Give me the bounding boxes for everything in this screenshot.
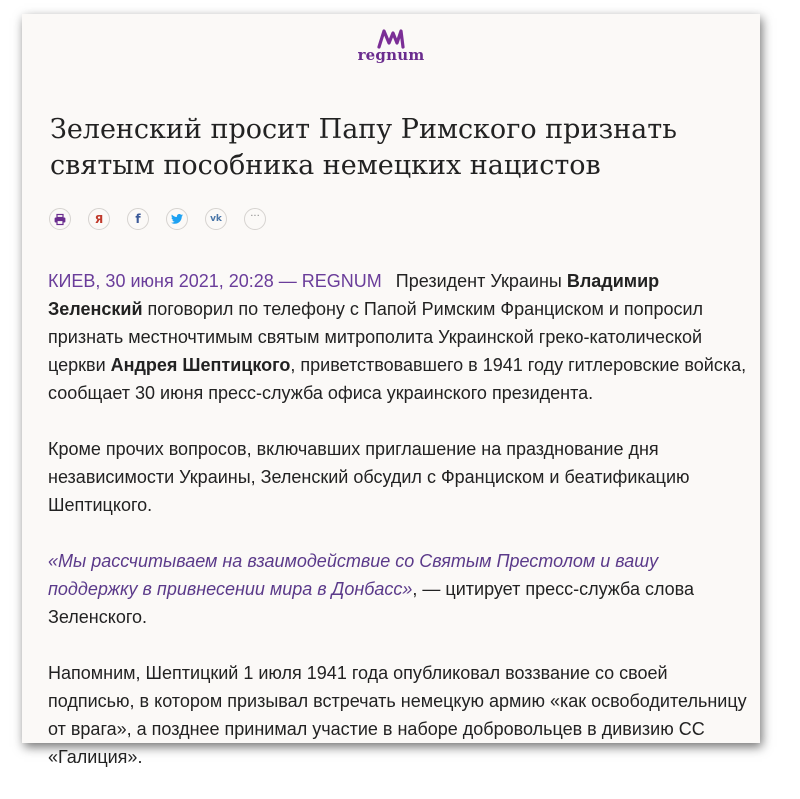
more-share-button[interactable] (244, 208, 266, 230)
logo-text: regnum (357, 46, 425, 64)
person-name-sheptytsky: Андрея Шептицкого (110, 355, 291, 375)
paragraph-2: Кроме прочих вопросов, включавших приглашение на празднование дня независимости Украины, Зеленский обсудил с Франциском и беатификацию Шептицкого. (48, 439, 690, 515)
facebook-icon: f (135, 212, 141, 226)
print-icon (54, 214, 66, 225)
twitter-icon (171, 214, 183, 224)
vk-icon: vk (210, 213, 222, 224)
yandex-share-button[interactable] (88, 208, 110, 230)
paragraph-4: Напомним, Шептицкий 1 июля 1941 года опубликовал воззвание со своей подписью, в котором призывал встречать немецкую армию «как освободительницу от врага», а позднее принимал участие в наборе добровольцев в дивизию СС «Галиция». (48, 663, 747, 767)
paragraph-1: КИЕВ, 30 июня 2021, 20:28 — REGNUM Президент Украины Владимир Зеленский поговорил по телефону с Папой Римским Франциском и попросил признать местночтимым святым митрополита Украинской греко-католической церкви Андрея Шептицкого, приветствовавшего в 1941 году гитлеровские войска, сообщает 30 июня пресс-служба офиса украинского президента. (48, 271, 747, 403)
yandex-icon: Я (94, 212, 104, 226)
article-card (22, 14, 760, 767)
twitter-share-button[interactable] (166, 208, 188, 230)
dateline: КИЕВ, 30 июня 2021, 20:28 — REGNUM (48, 271, 382, 291)
print-button[interactable] (49, 208, 71, 230)
regnum-logo-icon (377, 28, 405, 48)
regnum-logo[interactable] (22, 28, 760, 64)
more-icon: ··· (250, 211, 260, 222)
person-name-zelensky: Владимир Зеленский (48, 271, 660, 319)
paragraph-3: «Мы рассчитываем на взаимодействие со Святым Престолом и вашу поддержку в привнесении мира в Донбасс», — цитирует пресс-служба слова Зеленского. (48, 551, 695, 627)
share-bar (49, 208, 266, 230)
page-title: Зеленский просит Папу Римского признать святым пособника немецких нацистов (50, 114, 677, 181)
vk-share-button[interactable] (205, 208, 227, 230)
facebook-share-button[interactable] (127, 208, 149, 230)
article-body (48, 267, 748, 799)
quote-text: «Мы рассчитываем на взаимодействие со Святым Престолом и вашу поддержку в привнесении мира в Донбасс» (48, 551, 659, 599)
